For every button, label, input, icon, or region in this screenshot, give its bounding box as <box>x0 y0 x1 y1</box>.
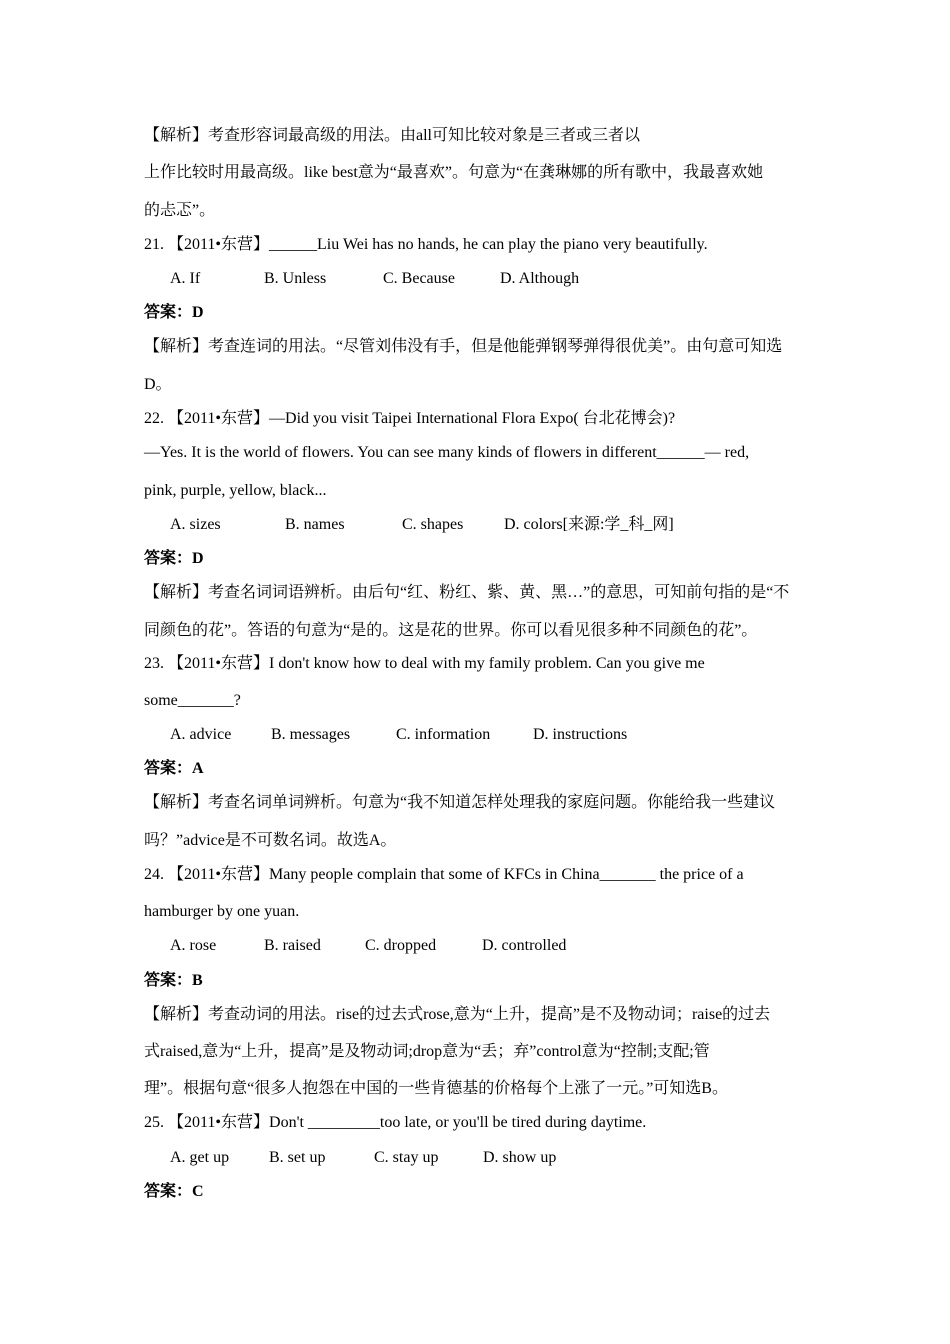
option-d: D. instructions <box>533 726 628 743</box>
analysis-line: 式raised,意为“上升，提高”是及物动词;drop意为“丢；弃”control意为“控制;支配;管 <box>144 1043 710 1060</box>
question-23-stem: 23. 【2011•东营】I don't know how to deal with my family problem. Can you give me <box>144 655 705 672</box>
option-b: B. names <box>285 516 345 533</box>
option-b: B. messages <box>271 726 351 743</box>
analysis-line: 【解析】考查名词单词辨析。句意为“我不知道怎样处理我的家庭问题。你能给我一些建议 <box>144 794 776 811</box>
question-22-stem-line2: —Yes. It is the world of flowers. You can see many kinds of flowers in different______— red, <box>144 444 750 461</box>
analysis-line: 的忐忑”。 <box>144 202 216 219</box>
answer-23: 答案：A <box>144 760 204 777</box>
question-23-stem-line2: some_______? <box>144 692 241 709</box>
question-24-stem-line2: hamburger by one yuan. <box>144 903 300 920</box>
option-a: A. sizes <box>170 516 221 533</box>
question-22-stem: 22. 【2011•东营】—Did you visit Taipei International Flora Expo( 台北花博会)? <box>144 410 676 427</box>
analysis-line: 【解析】考查动词的用法。rise的过去式rose,意为“上升，提高”是不及物动词；raise的过去 <box>144 1006 771 1023</box>
answer-24: 答案：B <box>144 972 203 989</box>
option-c: C. Because <box>383 270 455 287</box>
option-d: D. Although <box>500 270 580 287</box>
analysis-line: 【解析】考查连词的用法。“尽管刘伟没有手，但是他能弹钢琴弹得很优美”。由句意可知选 <box>144 338 783 355</box>
option-d: D. colors[来源:学_科_网] <box>504 516 674 533</box>
option-b: B. Unless <box>264 270 327 287</box>
question-25-stem: 25. 【2011•东营】Don't _________too late, or you'll be tired during daytime. <box>144 1114 647 1131</box>
analysis-line: 吗？”advice是不可数名词。故选A。 <box>144 832 397 849</box>
option-d: D. show up <box>483 1149 557 1166</box>
analysis-line: 【解析】考查形容词最高级的用法。由all可知比较对象是三者或三者以 <box>144 127 640 144</box>
analysis-line: 上作比较时用最高级。like best意为“最喜欢”。句意为“在龚琳娜的所有歌中，我最喜欢她 <box>144 164 764 181</box>
answer-22: 答案：D <box>144 550 204 567</box>
analysis-line: 同颜色的花”。答语的句意为“是的。这是花的世界。你可以看见很多种不同颜色的花”。 <box>144 622 758 639</box>
option-c: C. dropped <box>365 937 437 954</box>
analysis-line: 理”。根据句意“很多人抱怨在中国的一些肯德基的价格每个上涨了一元。”可知选B。 <box>144 1080 728 1097</box>
answer-25: 答案：C <box>144 1183 204 1200</box>
option-a: A. rose <box>170 937 217 954</box>
option-c: C. shapes <box>402 516 464 533</box>
question-22-stem-line3: pink, purple, yellow, black... <box>144 482 327 499</box>
option-b: B. raised <box>264 937 321 954</box>
option-a: A. If <box>170 270 201 287</box>
question-21-stem: 21. 【2011•东营】______Liu Wei has no hands, he can play the piano very beautifully. <box>144 236 708 253</box>
option-d: D. controlled <box>482 937 567 954</box>
option-b: B. set up <box>269 1149 326 1166</box>
answer-21: 答案：D <box>144 304 204 321</box>
analysis-line: 【解析】考查名词词语辨析。由后句“红、粉红、紫、黄、黑…”的意思，可知前句指的是“不 <box>144 584 790 601</box>
analysis-line: D。 <box>144 376 172 393</box>
option-c: C. stay up <box>374 1149 439 1166</box>
option-a: A. advice <box>170 726 232 743</box>
option-a: A. get up <box>170 1149 230 1166</box>
question-24-stem: 24. 【2011•东营】Many people complain that some of KFCs in China_______ the price of a <box>144 866 744 883</box>
option-c: C. information <box>396 726 491 743</box>
